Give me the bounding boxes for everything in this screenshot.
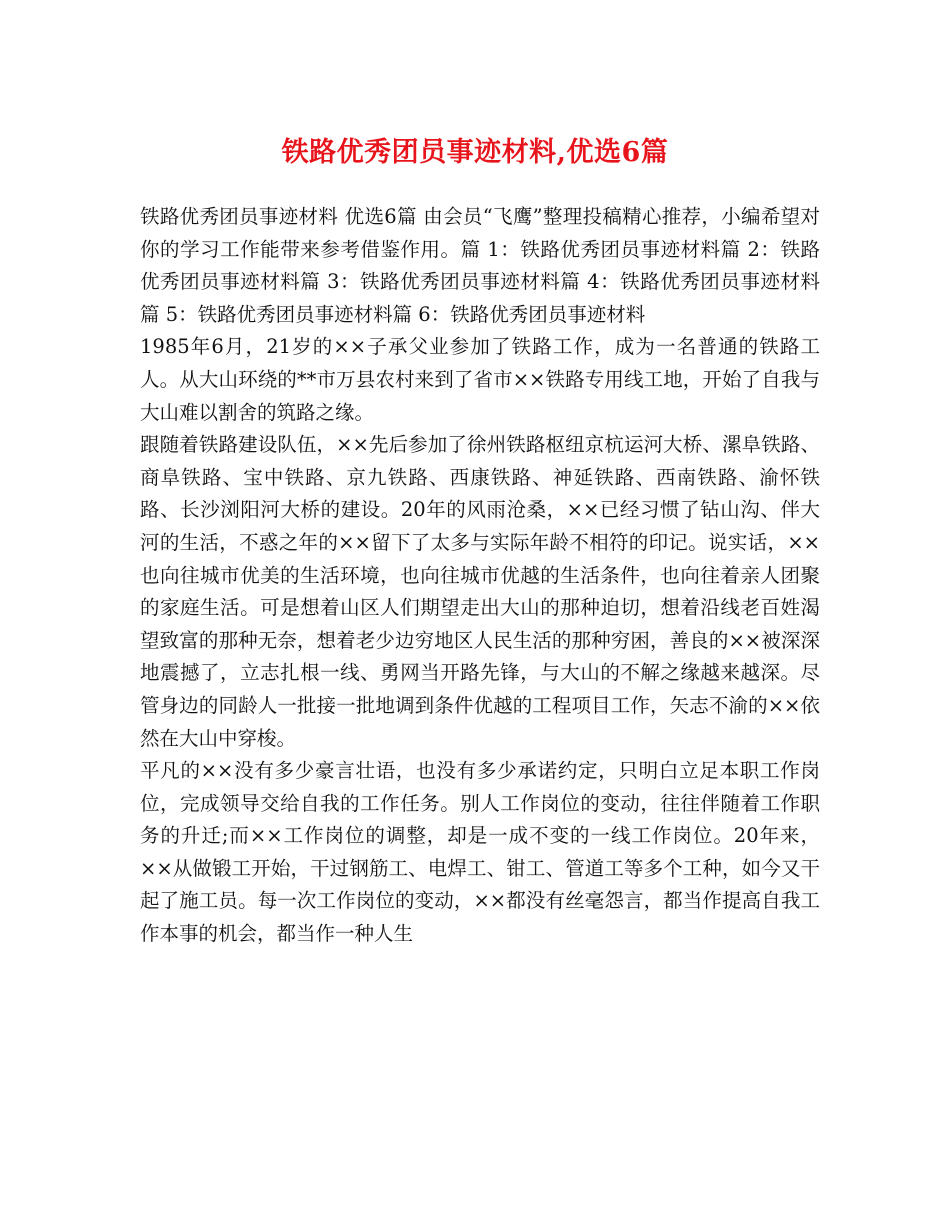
- body-paragraph: 跟随着铁路建设队伍，××先后参加了徐州铁路枢纽京杭运河大桥、漯阜铁路、商阜铁路、宝中铁路、京九铁路、西康铁路、神延铁路、西南铁路、渝怀铁路、长沙浏阳河大桥的建设。20年的风雨沧桑，××已经习惯了钻山沟、伴大河的生活，不惑之年的××留下了太多与实际年龄不相符的印记。说实话，××也向往城市优美的生活环境，也向往城市优越的生活条件，也向往着亲人团聚的家庭生活。可是想着山区人们期望走出大山的那种迫切，想着沿线老百姓渴望致富的那种无奈，想着老少边穷地区人民生活的那种穷困，善良的××被深深地震撼了，立志扎根一线、勇网当开路先锋，与大山的不解之缘越来越深。尽管身边的同龄人一批接一批地调到条件优越的工程项目工作，矢志不渝的××依然在大山中穿梭。: [140, 433, 820, 750]
- document-body: [140, 201, 820, 951]
- document-title: 铁路优秀团员事迹材料,优选6篇: [281, 137, 669, 168]
- body-paragraph: 平凡的××没有多少豪言壮语，也没有多少承诺约定，只明白立足本职工作岗位，完成领导交给自我的工作任务。别人工作岗位的变动，往往伴随着工作职务的升迁;而××工作岗位的调整，却是一成不变的一线工作岗位。20年来，××从做锻工开始，干过钢筋工、电焊工、钳工、管道工等多个工种，如今又干起了施工员。每一次工作岗位的变动，××都没有丝毫怨言，都当作提高自我工作本事的机会，都当作一种人生: [140, 759, 820, 946]
- body-paragraph: 1985年6月，21岁的××子承父业参加了铁路工作，成为一名普通的铁路工人。从大山环绕的**市万县农村来到了省市××铁路专用线工地，开始了自我与大山难以割舍的筑路之缘。: [140, 335, 820, 424]
- intro-paragraph: 铁路优秀团员事迹材料 优选6篇 由会员“飞鹰”整理投稿精心推荐，小编希望对你的学习工作能带来参考借鉴作用。篇 1：铁路优秀团员事迹材料篇 2：铁路优秀团员事迹材料篇 3：铁路优秀团员事迹材料篇 4：铁路优秀团员事迹材料篇 5：铁路优秀团员事迹材料篇 6：铁路优秀团员事迹材料: [140, 205, 820, 326]
